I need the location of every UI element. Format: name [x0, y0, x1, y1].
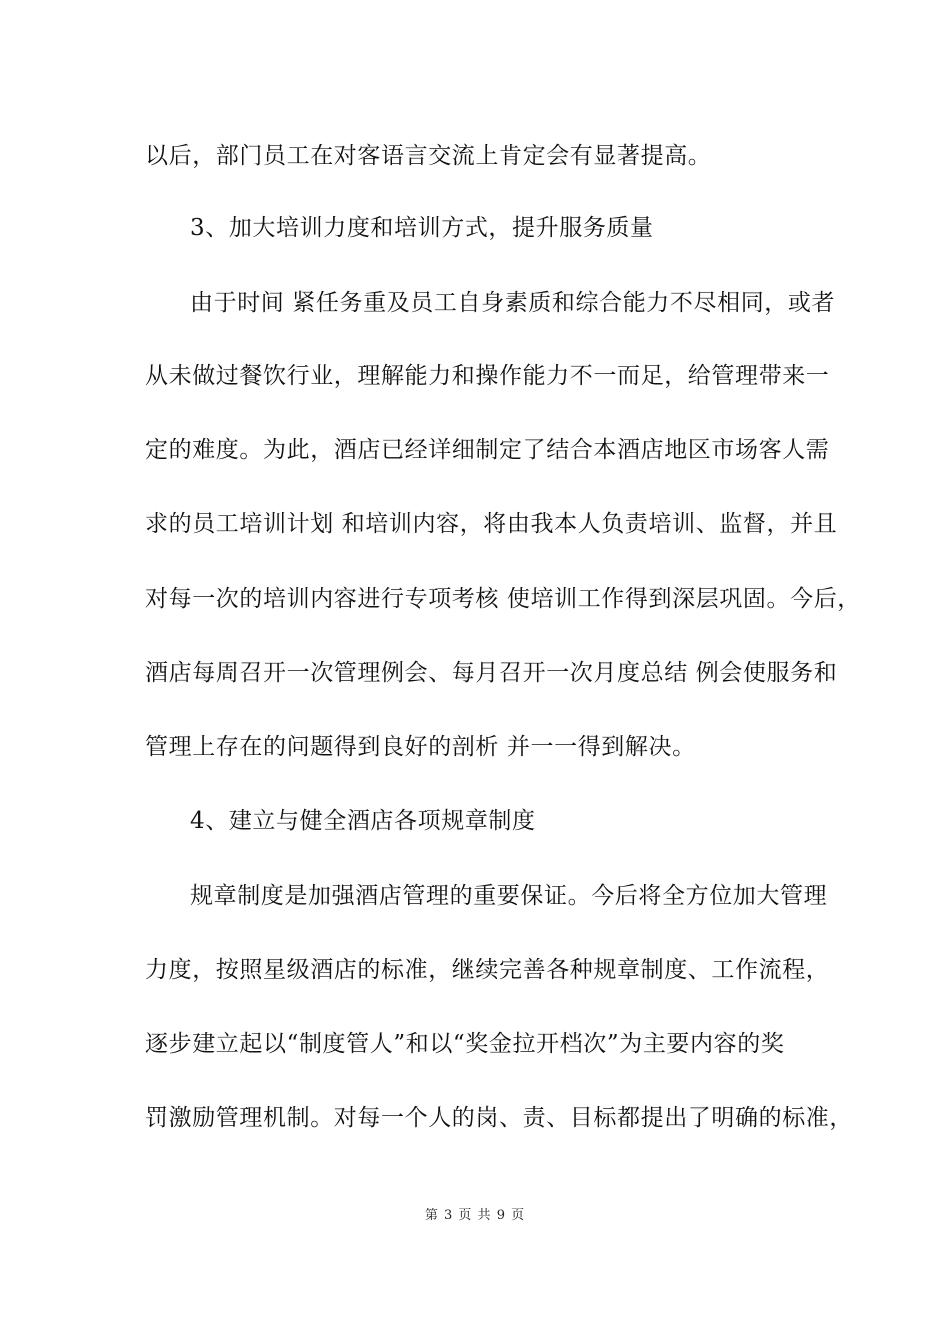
body-text-line: 求的员工培训计划 和培训内容，将由我本人负责培训、监督，并且	[145, 511, 838, 537]
page-number: 第 3 页 共 9 页	[424, 1208, 526, 1223]
body-text-line: 酒店每周召开一次管理例会、每月召开一次月度总结 例会使服务和	[145, 660, 838, 686]
body-text-line: 对每一次的培训内容进行专项考核 使培训工作得到深层巩固。今后，	[145, 586, 861, 612]
body-text-line: 由于时间 紧任务重及员工自身素质和综合能力不尽相同，或者	[190, 290, 836, 316]
body-text-line: 逐步建立起以“制度管人”和以“奖金拉开档次”为主要内容的奖	[145, 1031, 785, 1057]
body-text-line: 罚激励管理机制。对每一个人的岗、责、目标都提出了明确的标准，	[145, 1105, 853, 1131]
body-text-line: 规章制度是加强酒店管理的重要保证。今后将全方位加大管理	[190, 883, 828, 909]
body-text-line: 管理上存在的问题得到良好的剖析 并一一得到解决。	[145, 734, 696, 760]
section-heading: 4、建立与健全酒店各项规章制度	[190, 808, 536, 834]
section-heading: 3、加大培训力度和培训方式，提升服务质量	[190, 215, 654, 241]
body-text-line: 以后，部门员工在对客语言交流上肯定会有显著提高。	[145, 143, 712, 169]
body-text-line: 从未做过餐饮行业，理解能力和操作能力不一而足，给管理带来一	[145, 363, 830, 389]
body-text-line: 力度，按照星级酒店的标准，继续完善各种规章制度、工作流程，	[145, 957, 830, 983]
body-text-line: 定的难度。为此，酒店已经详细制定了结合本酒店地区市场客人需	[145, 437, 830, 463]
